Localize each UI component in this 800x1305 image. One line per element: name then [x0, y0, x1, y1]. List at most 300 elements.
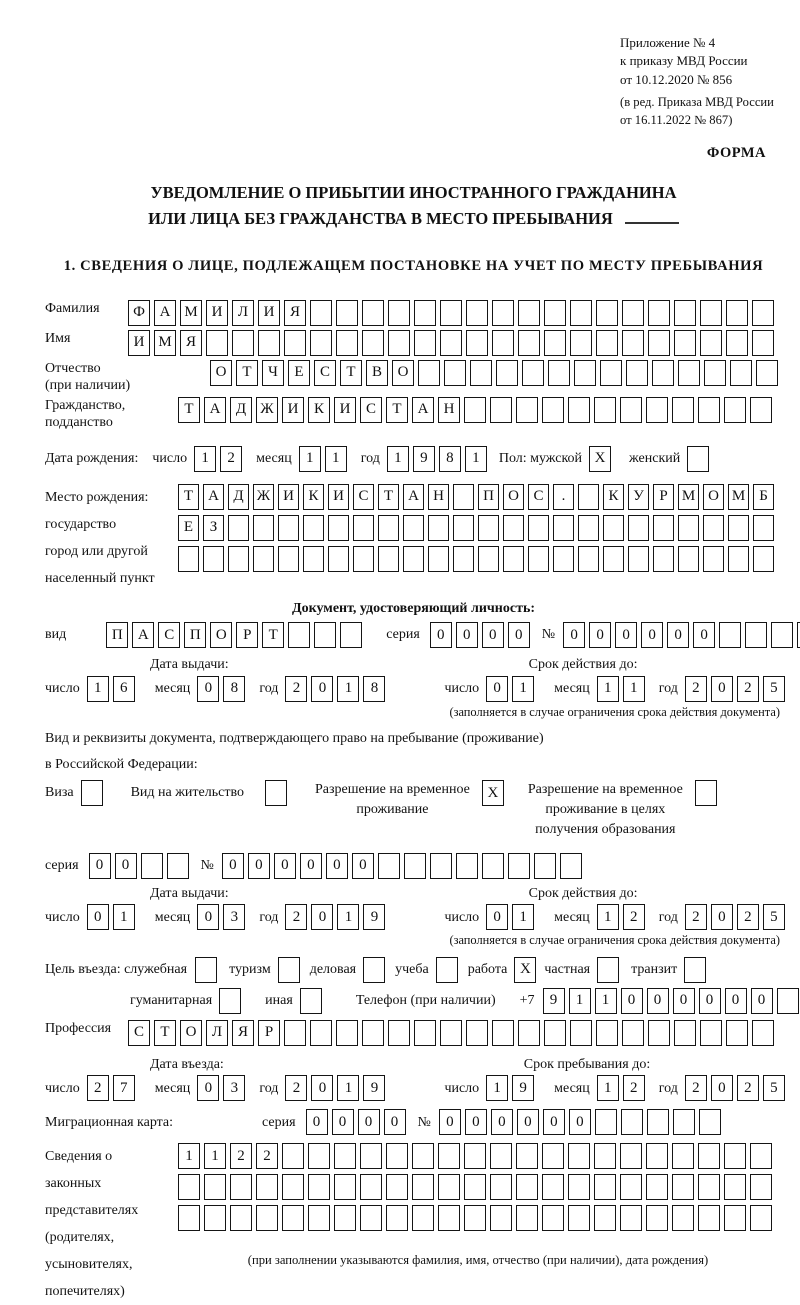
char-cell[interactable]	[752, 300, 774, 326]
char-cell[interactable]: Я	[180, 330, 202, 356]
doc-seriya-input[interactable]	[430, 622, 534, 648]
purpose-other-checkbox[interactable]	[300, 988, 326, 1014]
char-cell[interactable]	[490, 397, 512, 423]
char-cell[interactable]	[700, 1020, 722, 1046]
char-cell[interactable]	[674, 1020, 696, 1046]
char-cell[interactable]	[203, 546, 224, 572]
birth-place-row2-input[interactable]	[178, 515, 778, 541]
char-cell[interactable]: Н	[428, 484, 449, 510]
char-cell[interactable]	[386, 1174, 408, 1200]
birth-month-input[interactable]	[299, 446, 351, 472]
purpose-study-checkbox[interactable]	[436, 957, 462, 983]
char-cell[interactable]	[628, 515, 649, 541]
char-cell[interactable]	[750, 1143, 772, 1169]
char-cell[interactable]	[553, 546, 574, 572]
char-cell[interactable]	[308, 1143, 330, 1169]
char-cell[interactable]: 0	[115, 853, 137, 879]
char-cell[interactable]	[594, 1174, 616, 1200]
char-cell[interactable]	[378, 546, 399, 572]
char-cell[interactable]	[553, 515, 574, 541]
char-cell[interactable]	[544, 1020, 566, 1046]
char-cell[interactable]: 5	[763, 676, 785, 702]
char-cell[interactable]: О	[503, 484, 524, 510]
birth-place-row3-input[interactable]	[178, 546, 778, 572]
surname-input[interactable]	[128, 300, 778, 326]
char-cell[interactable]: 0	[197, 1075, 219, 1101]
char-cell[interactable]	[516, 397, 538, 423]
char-cell[interactable]: 2	[685, 676, 707, 702]
char-cell[interactable]	[542, 1205, 564, 1231]
char-cell[interactable]: 3	[223, 1075, 245, 1101]
permit-expiry-month-input[interactable]	[597, 904, 649, 930]
char-cell[interactable]	[288, 622, 310, 648]
char-cell[interactable]	[412, 1174, 434, 1200]
migration-number-input[interactable]	[439, 1109, 725, 1135]
char-cell[interactable]: 1	[387, 446, 409, 472]
char-cell[interactable]	[516, 1205, 538, 1231]
char-cell[interactable]	[730, 360, 752, 386]
char-cell[interactable]	[674, 330, 696, 356]
stay-until-day-input[interactable]	[486, 1075, 538, 1101]
char-cell[interactable]	[622, 300, 644, 326]
char-cell[interactable]	[728, 546, 749, 572]
char-cell[interactable]: 0	[358, 1109, 380, 1135]
char-cell[interactable]	[388, 330, 410, 356]
char-cell[interactable]	[81, 780, 103, 806]
char-cell[interactable]	[622, 330, 644, 356]
char-cell[interactable]: 0	[751, 988, 773, 1014]
char-cell[interactable]: 0	[430, 622, 452, 648]
char-cell[interactable]	[594, 1143, 616, 1169]
char-cell[interactable]: Н	[438, 397, 460, 423]
char-cell[interactable]	[672, 1174, 694, 1200]
doc-issue-day-input[interactable]	[87, 676, 139, 702]
char-cell[interactable]	[353, 515, 374, 541]
char-cell[interactable]: О	[210, 622, 232, 648]
char-cell[interactable]	[700, 300, 722, 326]
doc-issue-year-input[interactable]	[285, 676, 389, 702]
char-cell[interactable]	[698, 1205, 720, 1231]
char-cell[interactable]	[353, 546, 374, 572]
char-cell[interactable]	[777, 988, 799, 1014]
char-cell[interactable]	[542, 397, 564, 423]
char-cell[interactable]	[578, 515, 599, 541]
char-cell[interactable]: 0	[641, 622, 663, 648]
char-cell[interactable]	[726, 330, 748, 356]
char-cell[interactable]: К	[308, 397, 330, 423]
char-cell[interactable]: X	[482, 780, 504, 806]
permit-issue-month-input[interactable]	[197, 904, 249, 930]
char-cell[interactable]: 0	[465, 1109, 487, 1135]
char-cell[interactable]	[310, 1020, 332, 1046]
char-cell[interactable]	[438, 1174, 460, 1200]
char-cell[interactable]: 0	[197, 904, 219, 930]
char-cell[interactable]: Р	[236, 622, 258, 648]
char-cell[interactable]: 1	[178, 1143, 200, 1169]
char-cell[interactable]	[466, 330, 488, 356]
char-cell[interactable]: 0	[711, 676, 733, 702]
permit-issue-day-input[interactable]	[87, 904, 139, 930]
char-cell[interactable]	[195, 957, 217, 983]
char-cell[interactable]	[753, 546, 774, 572]
char-cell[interactable]: X	[514, 957, 536, 983]
stay-until-year-input[interactable]	[685, 1075, 789, 1101]
char-cell[interactable]	[698, 1174, 720, 1200]
char-cell[interactable]: .	[553, 484, 574, 510]
char-cell[interactable]	[752, 330, 774, 356]
char-cell[interactable]: М	[728, 484, 749, 510]
char-cell[interactable]: 0	[87, 904, 109, 930]
char-cell[interactable]	[464, 1143, 486, 1169]
char-cell[interactable]: 1	[486, 1075, 508, 1101]
char-cell[interactable]: К	[303, 484, 324, 510]
char-cell[interactable]	[492, 330, 514, 356]
char-cell[interactable]	[597, 957, 619, 983]
char-cell[interactable]: 8	[439, 446, 461, 472]
char-cell[interactable]	[328, 546, 349, 572]
char-cell[interactable]: 0	[563, 622, 585, 648]
char-cell[interactable]: С	[528, 484, 549, 510]
char-cell[interactable]: 1	[337, 1075, 359, 1101]
char-cell[interactable]	[470, 360, 492, 386]
purpose-work-checkbox[interactable]	[514, 957, 540, 983]
char-cell[interactable]	[503, 515, 524, 541]
char-cell[interactable]	[622, 1020, 644, 1046]
char-cell[interactable]: Ф	[128, 300, 150, 326]
char-cell[interactable]: 0	[384, 1109, 406, 1135]
char-cell[interactable]	[719, 622, 741, 648]
char-cell[interactable]	[228, 546, 249, 572]
char-cell[interactable]	[440, 330, 462, 356]
char-cell[interactable]: С	[128, 1020, 150, 1046]
char-cell[interactable]	[464, 1205, 486, 1231]
char-cell[interactable]	[750, 1174, 772, 1200]
char-cell[interactable]	[362, 300, 384, 326]
char-cell[interactable]	[466, 1020, 488, 1046]
char-cell[interactable]: 0	[693, 622, 715, 648]
char-cell[interactable]: О	[703, 484, 724, 510]
char-cell[interactable]: 1	[569, 988, 591, 1014]
char-cell[interactable]	[745, 622, 767, 648]
char-cell[interactable]	[674, 300, 696, 326]
char-cell[interactable]: В	[366, 360, 388, 386]
char-cell[interactable]: 1	[597, 904, 619, 930]
char-cell[interactable]	[728, 515, 749, 541]
char-cell[interactable]	[724, 1143, 746, 1169]
char-cell[interactable]	[570, 330, 592, 356]
char-cell[interactable]	[522, 360, 544, 386]
char-cell[interactable]: 0	[711, 904, 733, 930]
char-cell[interactable]	[542, 1143, 564, 1169]
char-cell[interactable]	[308, 1174, 330, 1200]
char-cell[interactable]	[412, 1205, 434, 1231]
char-cell[interactable]: 9	[413, 446, 435, 472]
permit-issue-year-input[interactable]	[285, 904, 389, 930]
char-cell[interactable]: 2	[737, 676, 759, 702]
char-cell[interactable]	[699, 1109, 721, 1135]
char-cell[interactable]: 0	[482, 622, 504, 648]
char-cell[interactable]: 0	[486, 904, 508, 930]
char-cell[interactable]: 3	[223, 904, 245, 930]
char-cell[interactable]	[282, 1143, 304, 1169]
purpose-official-checkbox[interactable]	[195, 957, 221, 983]
char-cell[interactable]	[756, 360, 778, 386]
char-cell[interactable]	[303, 546, 324, 572]
char-cell[interactable]: 0	[248, 853, 270, 879]
char-cell[interactable]: 0	[569, 1109, 591, 1135]
char-cell[interactable]	[570, 300, 592, 326]
char-cell[interactable]	[673, 1109, 695, 1135]
birth-place-row1-input[interactable]	[178, 484, 778, 510]
char-cell[interactable]	[771, 622, 793, 648]
char-cell[interactable]	[528, 546, 549, 572]
permit-seriya-input[interactable]	[89, 853, 193, 879]
char-cell[interactable]	[334, 1143, 356, 1169]
char-cell[interactable]: С	[360, 397, 382, 423]
char-cell[interactable]: 1	[337, 676, 359, 702]
char-cell[interactable]	[496, 360, 518, 386]
sex-male-checkbox[interactable]	[589, 446, 615, 472]
char-cell[interactable]: М	[180, 300, 202, 326]
char-cell[interactable]	[687, 446, 709, 472]
char-cell[interactable]	[219, 988, 241, 1014]
char-cell[interactable]	[492, 1020, 514, 1046]
char-cell[interactable]	[464, 1174, 486, 1200]
char-cell[interactable]	[724, 1174, 746, 1200]
char-cell[interactable]: 1	[87, 676, 109, 702]
char-cell[interactable]	[620, 1143, 642, 1169]
char-cell[interactable]: 0	[517, 1109, 539, 1135]
char-cell[interactable]	[684, 957, 706, 983]
char-cell[interactable]: Р	[258, 1020, 280, 1046]
char-cell[interactable]: 0	[667, 622, 689, 648]
char-cell[interactable]	[412, 1143, 434, 1169]
char-cell[interactable]: 0	[486, 676, 508, 702]
char-cell[interactable]: 1	[337, 904, 359, 930]
char-cell[interactable]	[428, 546, 449, 572]
char-cell[interactable]	[724, 1205, 746, 1231]
char-cell[interactable]	[700, 330, 722, 356]
char-cell[interactable]	[256, 1205, 278, 1231]
char-cell[interactable]	[282, 1205, 304, 1231]
char-cell[interactable]: 2	[623, 1075, 645, 1101]
char-cell[interactable]: 1	[623, 676, 645, 702]
purpose-private-checkbox[interactable]	[597, 957, 623, 983]
char-cell[interactable]	[436, 957, 458, 983]
char-cell[interactable]: Р	[653, 484, 674, 510]
char-cell[interactable]	[594, 397, 616, 423]
char-cell[interactable]: Е	[288, 360, 310, 386]
char-cell[interactable]	[403, 515, 424, 541]
purpose-tourism-checkbox[interactable]	[278, 957, 304, 983]
char-cell[interactable]: 1	[325, 446, 347, 472]
char-cell[interactable]	[603, 515, 624, 541]
char-cell[interactable]	[440, 300, 462, 326]
char-cell[interactable]: 9	[512, 1075, 534, 1101]
char-cell[interactable]	[516, 1143, 538, 1169]
char-cell[interactable]: 0	[589, 622, 611, 648]
temp-permit-checkbox[interactable]	[482, 780, 508, 806]
purpose-humanitarian-checkbox[interactable]	[219, 988, 245, 1014]
char-cell[interactable]	[544, 330, 566, 356]
char-cell[interactable]: 0	[615, 622, 637, 648]
char-cell[interactable]: 2	[737, 1075, 759, 1101]
char-cell[interactable]: 1	[113, 904, 135, 930]
char-cell[interactable]: А	[203, 484, 224, 510]
char-cell[interactable]	[256, 1174, 278, 1200]
char-cell[interactable]: 1	[512, 904, 534, 930]
doc-expiry-month-input[interactable]	[597, 676, 649, 702]
sex-female-checkbox[interactable]	[687, 446, 713, 472]
char-cell[interactable]	[178, 1174, 200, 1200]
char-cell[interactable]	[284, 330, 306, 356]
char-cell[interactable]: 8	[223, 676, 245, 702]
edu-permit-checkbox[interactable]	[695, 780, 721, 806]
char-cell[interactable]	[478, 546, 499, 572]
entry-day-input[interactable]	[87, 1075, 139, 1101]
char-cell[interactable]	[300, 988, 322, 1014]
char-cell[interactable]: 0	[491, 1109, 513, 1135]
char-cell[interactable]: К	[603, 484, 624, 510]
char-cell[interactable]	[141, 853, 163, 879]
char-cell[interactable]: Я	[232, 1020, 254, 1046]
char-cell[interactable]	[282, 1174, 304, 1200]
char-cell[interactable]	[648, 330, 670, 356]
char-cell[interactable]	[386, 1143, 408, 1169]
char-cell[interactable]	[204, 1174, 226, 1200]
char-cell[interactable]: 1	[299, 446, 321, 472]
char-cell[interactable]: С	[314, 360, 336, 386]
char-cell[interactable]	[340, 622, 362, 648]
char-cell[interactable]	[568, 1143, 590, 1169]
char-cell[interactable]: 2	[285, 1075, 307, 1101]
char-cell[interactable]: 0	[673, 988, 695, 1014]
char-cell[interactable]	[724, 397, 746, 423]
char-cell[interactable]: Т	[154, 1020, 176, 1046]
char-cell[interactable]	[438, 1143, 460, 1169]
char-cell[interactable]	[278, 515, 299, 541]
char-cell[interactable]	[508, 853, 530, 879]
char-cell[interactable]	[178, 1205, 200, 1231]
char-cell[interactable]: Д	[228, 484, 249, 510]
char-cell[interactable]	[750, 1205, 772, 1231]
char-cell[interactable]: 2	[230, 1143, 252, 1169]
char-cell[interactable]: 1	[465, 446, 487, 472]
char-cell[interactable]: И	[206, 300, 228, 326]
char-cell[interactable]: 8	[363, 676, 385, 702]
char-cell[interactable]	[386, 1205, 408, 1231]
char-cell[interactable]	[444, 360, 466, 386]
char-cell[interactable]: Т	[178, 484, 199, 510]
char-cell[interactable]	[403, 546, 424, 572]
char-cell[interactable]: 0	[647, 988, 669, 1014]
char-cell[interactable]: 0	[508, 622, 530, 648]
char-cell[interactable]	[482, 853, 504, 879]
residence-permit-checkbox[interactable]	[265, 780, 291, 806]
char-cell[interactable]	[328, 515, 349, 541]
char-cell[interactable]: Т	[262, 622, 284, 648]
char-cell[interactable]	[456, 853, 478, 879]
char-cell[interactable]	[438, 1205, 460, 1231]
permit-expiry-year-input[interactable]	[685, 904, 789, 930]
doc-expiry-year-input[interactable]	[685, 676, 789, 702]
char-cell[interactable]	[628, 546, 649, 572]
entry-year-input[interactable]	[285, 1075, 389, 1101]
char-cell[interactable]: 1	[595, 988, 617, 1014]
char-cell[interactable]: Т	[386, 397, 408, 423]
char-cell[interactable]	[314, 622, 336, 648]
char-cell[interactable]: А	[412, 397, 434, 423]
char-cell[interactable]: 5	[763, 904, 785, 930]
char-cell[interactable]: 0	[306, 1109, 328, 1135]
char-cell[interactable]: 0	[439, 1109, 461, 1135]
char-cell[interactable]	[578, 484, 599, 510]
char-cell[interactable]	[574, 360, 596, 386]
char-cell[interactable]: X	[589, 446, 611, 472]
char-cell[interactable]	[620, 1205, 642, 1231]
char-cell[interactable]: 0	[621, 988, 643, 1014]
char-cell[interactable]: 2	[220, 446, 242, 472]
char-cell[interactable]	[646, 1205, 668, 1231]
char-cell[interactable]: О	[210, 360, 232, 386]
char-cell[interactable]: О	[392, 360, 414, 386]
char-cell[interactable]: М	[678, 484, 699, 510]
char-cell[interactable]	[568, 397, 590, 423]
char-cell[interactable]	[620, 397, 642, 423]
char-cell[interactable]	[414, 300, 436, 326]
char-cell[interactable]	[518, 300, 540, 326]
char-cell[interactable]: З	[203, 515, 224, 541]
char-cell[interactable]	[652, 360, 674, 386]
char-cell[interactable]: 1	[512, 676, 534, 702]
char-cell[interactable]: Ч	[262, 360, 284, 386]
char-cell[interactable]: 1	[597, 676, 619, 702]
char-cell[interactable]	[620, 1174, 642, 1200]
char-cell[interactable]	[603, 546, 624, 572]
char-cell[interactable]	[414, 330, 436, 356]
char-cell[interactable]	[334, 1174, 356, 1200]
char-cell[interactable]: 2	[685, 904, 707, 930]
char-cell[interactable]	[626, 360, 648, 386]
birth-day-input[interactable]	[194, 446, 246, 472]
char-cell[interactable]	[228, 515, 249, 541]
char-cell[interactable]: 9	[363, 1075, 385, 1101]
char-cell[interactable]	[594, 1205, 616, 1231]
char-cell[interactable]: Т	[340, 360, 362, 386]
entry-month-input[interactable]	[197, 1075, 249, 1101]
char-cell[interactable]	[653, 546, 674, 572]
char-cell[interactable]	[646, 1143, 668, 1169]
char-cell[interactable]	[678, 360, 700, 386]
char-cell[interactable]: 0	[456, 622, 478, 648]
char-cell[interactable]: 2	[685, 1075, 707, 1101]
char-cell[interactable]: Т	[236, 360, 258, 386]
char-cell[interactable]: 0	[197, 676, 219, 702]
char-cell[interactable]	[672, 1205, 694, 1231]
char-cell[interactable]	[284, 1020, 306, 1046]
char-cell[interactable]: 2	[87, 1075, 109, 1101]
char-cell[interactable]	[336, 1020, 358, 1046]
char-cell[interactable]	[232, 330, 254, 356]
char-cell[interactable]: Л	[206, 1020, 228, 1046]
char-cell[interactable]	[596, 300, 618, 326]
char-cell[interactable]: 9	[543, 988, 565, 1014]
char-cell[interactable]: А	[204, 397, 226, 423]
char-cell[interactable]	[672, 397, 694, 423]
char-cell[interactable]: М	[154, 330, 176, 356]
char-cell[interactable]: 2	[285, 676, 307, 702]
char-cell[interactable]: А	[403, 484, 424, 510]
